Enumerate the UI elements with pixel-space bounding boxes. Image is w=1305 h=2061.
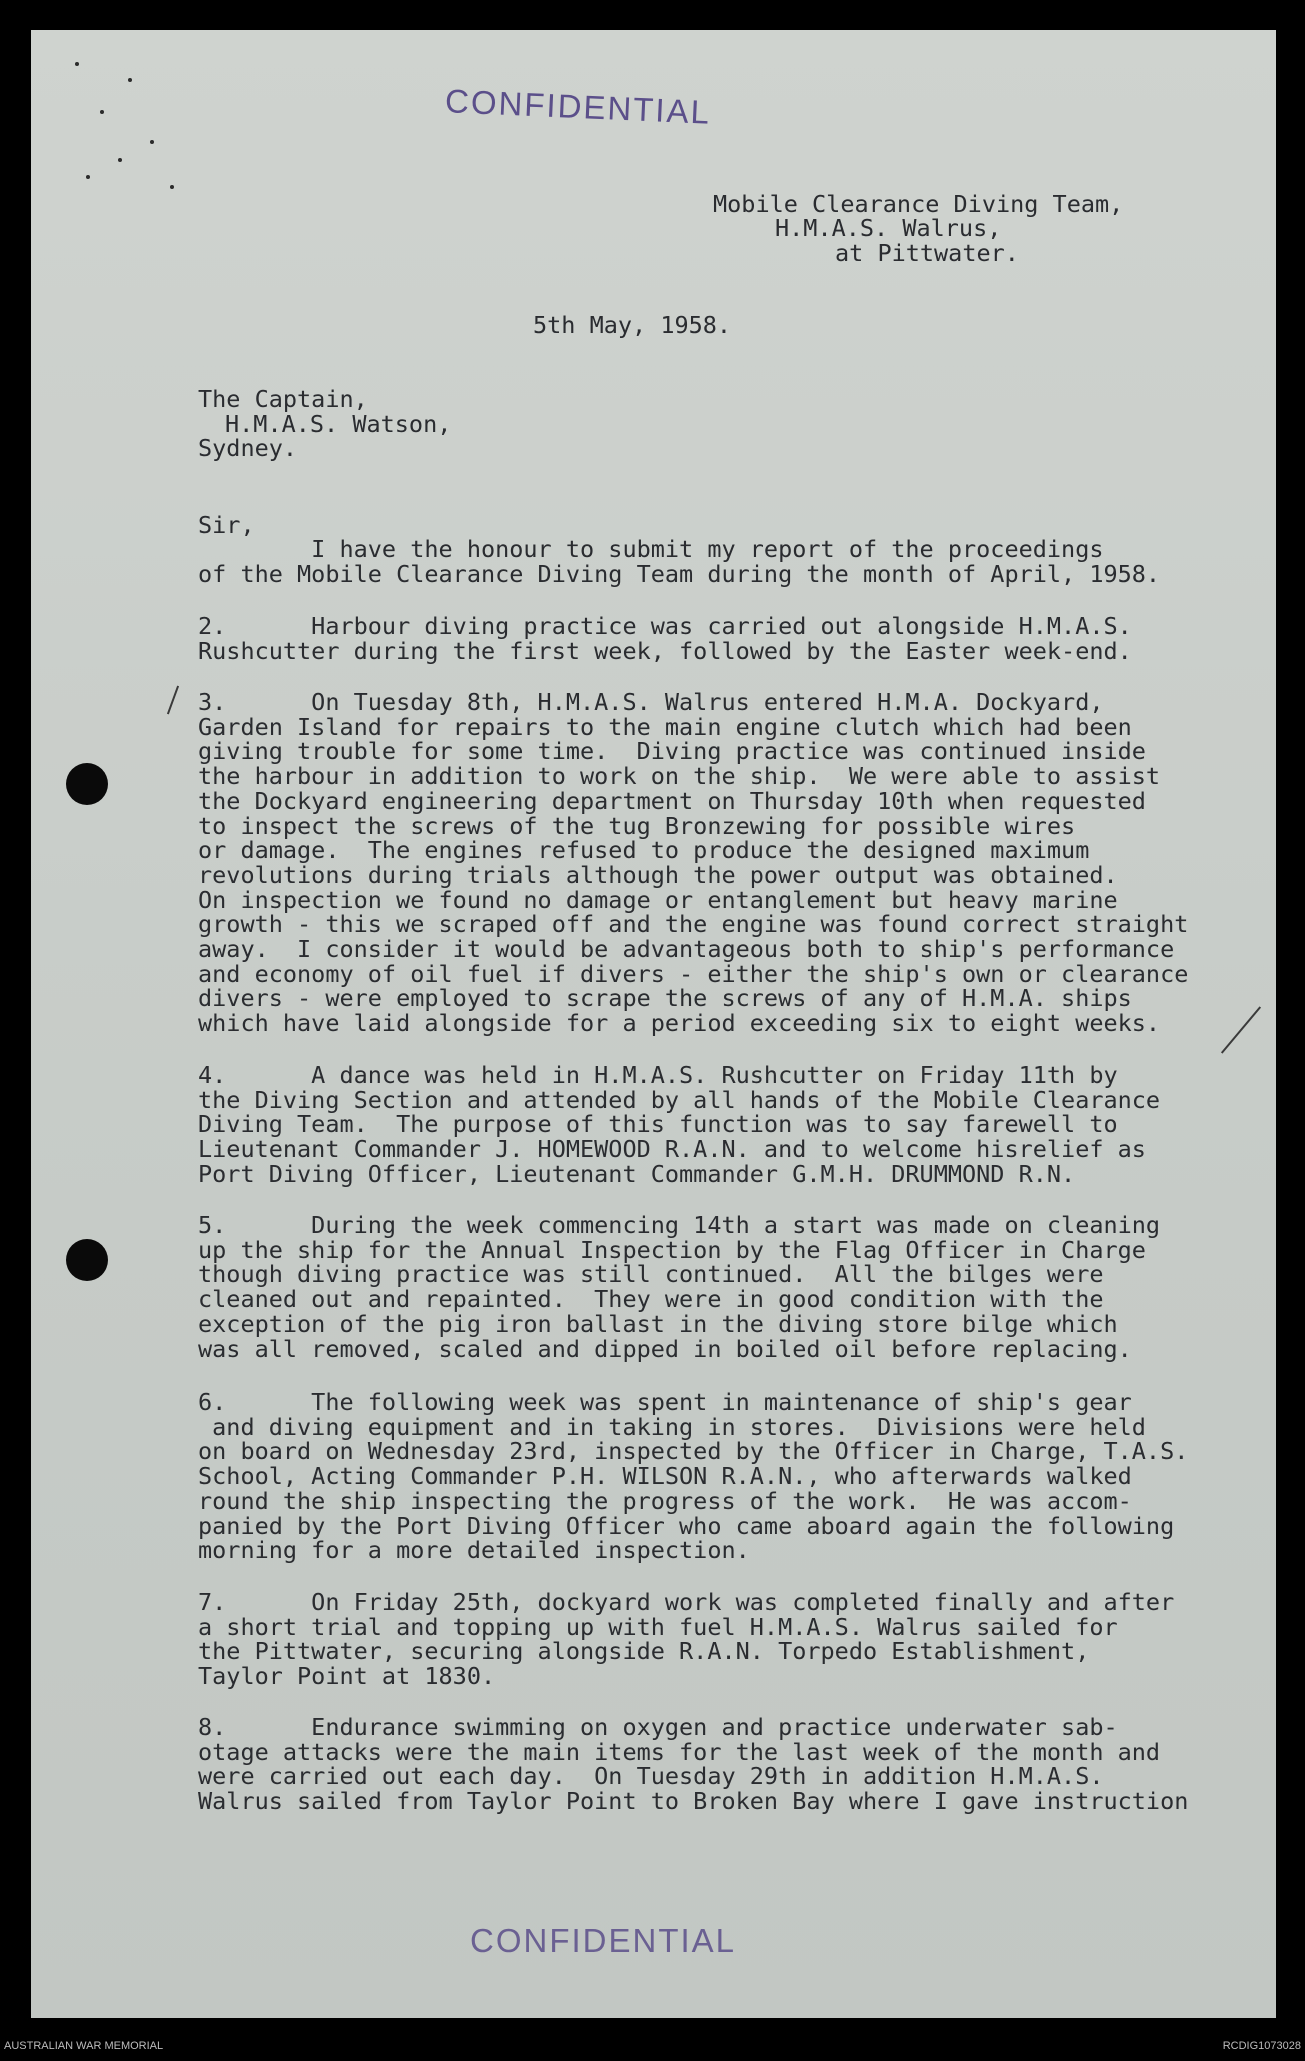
paper-speck (118, 158, 122, 162)
paragraph-3-line: away. I consider it would be advantageous both to ship's performance (198, 935, 1175, 963)
paragraph-6-line: morning for a more detailed inspection. (198, 1536, 750, 1565)
paragraph-8-line: Walrus sailed from Taylor Point to Broken Bay where I gave instruction (198, 1787, 1189, 1816)
addressee-line-1: The Captain, (198, 385, 368, 413)
sender-line-2: H.M.A.S. Walrus, (775, 214, 1002, 242)
paragraph-4-line: Port Diving Officer, Lieutenant Commander G.M.H. DRUMMOND R.N. (198, 1159, 1076, 1188)
paragraph-3-line: On inspection we found no damage or entanglement but heavy marine (198, 885, 1118, 914)
salutation: Sir, (198, 511, 255, 539)
paragraph-3-line: to inspect the screws of the tug Bronzewing for possible wires (198, 811, 1076, 840)
paragraph-3-line: giving trouble for some time. Diving practice was continued inside (198, 737, 1146, 766)
punch-hole (66, 763, 108, 805)
paragraph-2-line: 2. Harbour diving practice was carried out alongside H.M.A.S. (198, 612, 1132, 640)
paragraph-5-line: was all removed, scaled and dipped in boiled oil before replacing. (198, 1334, 1132, 1363)
sender-line-3: at Pittwater. (835, 239, 1019, 267)
paragraph-1-line: of the Mobile Clearance Diving Team during the month of April, 1958. (198, 559, 1161, 588)
paragraph-3-line: 3. On Tuesday 8th, H.M.A.S. Walrus entered H.M.A. Dockyard, (198, 688, 1104, 716)
punch-hole (66, 1239, 108, 1281)
paragraph-6-line: round the ship inspecting the progress of the work. He was accom- (198, 1486, 1132, 1515)
addressee-line-2: H.M.A.S. Watson, (225, 410, 452, 438)
paragraph-5-line: exception of the pig iron ballast in the diving store bilge which (198, 1309, 1118, 1338)
paragraph-7-line: Taylor Point at 1830. (198, 1662, 496, 1691)
paper-speck (150, 140, 154, 144)
paragraph-5-line: cleaned out and repainted. They were in good condition with the (198, 1285, 1104, 1314)
paragraph-4-line: Lieutenant Commander J. HOMEWOOD R.A.N. and to welcome hisrelief as (198, 1135, 1146, 1164)
addressee-line-3: Sydney. (198, 434, 298, 462)
paragraph-6-line: School, Acting Commander P.H. WILSON R.A.N., who afterwards walked (198, 1462, 1132, 1491)
paragraph-6-line: and diving equipment and in taking in stores. Divisions were held (198, 1412, 1146, 1441)
paper-speck (86, 175, 90, 179)
paragraph-3-line: and economy of oil fuel if divers - either the ship's own or clearance (198, 959, 1189, 988)
paragraph-3-line: Garden Island for repairs to the main engine clutch which had been (198, 712, 1132, 741)
paper-speck (75, 62, 79, 66)
paragraph-6-line: 6. The following week was spent in maintenance of ship's gear (198, 1388, 1132, 1416)
paragraph-5-line: up the ship for the Annual Inspection by the Flag Officer in Charge (198, 1235, 1146, 1264)
paper-speck (100, 110, 104, 114)
paragraph-3-line: the Dockyard engineering department on Thursday 10th when requested (198, 786, 1146, 815)
paragraph-3-line: revolutions during trials although the power output was obtained. (198, 860, 1118, 889)
paragraph-3-line: or damage. The engines refused to produce the designed maximum (198, 836, 1090, 865)
paragraph-1-line: I have the honour to submit my report of the proceedings (198, 535, 1104, 563)
paragraph-4-line: the Diving Section and attended by all hands of the Mobile Clearance (198, 1085, 1161, 1114)
paragraph-4-line: Diving Team. The purpose of this function was to say farewell to (198, 1110, 1118, 1139)
paragraph-3-line: the harbour in addition to work on the ship. We were able to assist (198, 762, 1161, 791)
paragraph-7-line: the Pittwater, securing alongside R.A.N. Torpedo Establishment, (198, 1637, 1090, 1666)
archive-credit: AUSTRALIAN WAR MEMORIAL (4, 2040, 164, 2052)
sender-line-1: Mobile Clearance Diving Team, (713, 190, 1124, 218)
paper-speck (170, 185, 174, 189)
paragraph-5-line: 5. During the week commencing 14th a start was made on cleaning (198, 1211, 1161, 1239)
archive-reference: RCDIG1073028 (1222, 2040, 1301, 2052)
paragraph-3-line: which have laid alongside for a period exceeding six to eight weeks. (198, 1009, 1161, 1038)
paragraph-8-line: 8. Endurance swimming on oxygen and practice underwater sab- (198, 1713, 1118, 1741)
paragraph-2-line: Rushcutter during the first week, followed by the Easter week-end. (198, 636, 1132, 665)
paragraph-6-line: panied by the Port Diving Officer who came aboard again the following (198, 1511, 1175, 1540)
confidential-stamp-top: CONFIDENTIAL (444, 82, 712, 131)
paper-speck (128, 78, 132, 82)
confidential-stamp-bottom: CONFIDENTIAL (470, 1922, 737, 1959)
paragraph-8-line: otage attacks were the main items for the last week of the month and (198, 1737, 1161, 1766)
paragraph-4-line: 4. A dance was held in H.M.A.S. Rushcutter on Friday 11th by (198, 1061, 1118, 1089)
paragraph-5-line: though diving practice was still continued. All the bilges were (198, 1260, 1104, 1289)
paragraph-3-line: growth - this we scraped off and the engine was found correct straight (198, 910, 1189, 939)
letter-date: 5th May, 1958. (533, 311, 732, 339)
paragraph-7-line: 7. On Friday 25th, dockyard work was completed finally and after (198, 1588, 1175, 1616)
paragraph-8-line: were carried out each day. On Tuesday 29th in addition H.M.A.S. (198, 1762, 1104, 1791)
paragraph-3-line: divers - were employed to scrape the screws of any of H.M.A. ships (198, 984, 1132, 1013)
paragraph-7-line: a short trial and topping up with fuel H.M.A.S. Walrus sailed for (198, 1612, 1118, 1641)
paragraph-6-line: on board on Wednesday 23rd, inspected by the Officer in Charge, T.A.S. (198, 1437, 1189, 1466)
